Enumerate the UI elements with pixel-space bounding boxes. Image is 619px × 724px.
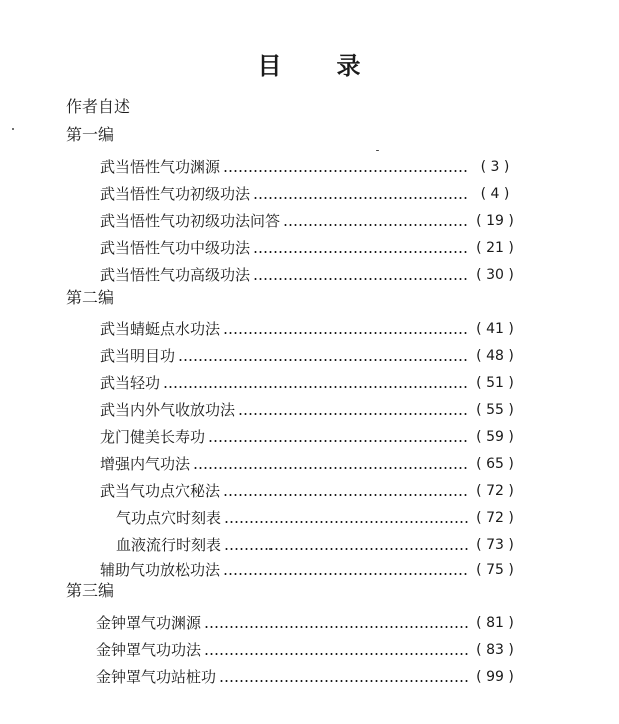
page-number: ( 21 ) [476, 240, 514, 256]
dot-leader [178, 359, 469, 361]
dot-leader [204, 653, 469, 655]
dot-leader [223, 494, 469, 496]
scan-speck [376, 150, 379, 151]
title-char-2: 录 [336, 52, 362, 80]
toc-entry[interactable] [100, 478, 518, 504]
entry-title: 武当轻功 [100, 374, 161, 392]
entry-title: 气功点穴时刻表 [116, 509, 222, 527]
toc-entry[interactable] [96, 610, 518, 636]
page-number: ( 75 ) [476, 562, 514, 578]
toc-entry[interactable] [100, 181, 518, 207]
page-number: ( 51 ) [476, 375, 514, 391]
toc-subentry[interactable] [116, 505, 518, 531]
entry-title: 武当悟性气功初级功法 [100, 185, 251, 203]
page-number: ( 19 ) [476, 213, 514, 229]
page-title [0, 46, 619, 81]
section-heading: 第二编 [66, 288, 115, 307]
dot-leader [223, 170, 469, 172]
toc-entry[interactable] [100, 154, 518, 180]
entry-title: 武当悟性气功高级功法 [100, 266, 251, 284]
page-number: ( 73 ) [476, 537, 514, 553]
page-number: ( 3 ) [480, 159, 510, 175]
toc-entry[interactable] [100, 235, 518, 261]
page-number: ( 30 ) [476, 267, 514, 283]
dot-leader [223, 332, 469, 334]
dot-leader [204, 626, 469, 628]
toc-entry[interactable] [100, 397, 518, 423]
dot-leader [238, 413, 469, 415]
dot-leader [163, 386, 469, 388]
dot-leader [219, 680, 469, 682]
entry-title: 龙门健美长寿功 [100, 428, 206, 446]
entry-title: 武当蜻蜓点水功法 [100, 320, 221, 338]
title-char-1: 目 [257, 52, 283, 80]
page-number: ( 72 ) [476, 483, 514, 499]
page-number: ( 41 ) [476, 321, 514, 337]
page-number: ( 4 ) [480, 186, 510, 202]
toc-intro[interactable]: 作者自述 [66, 97, 131, 116]
dot-leader [224, 548, 469, 550]
page-number: ( 72 ) [476, 510, 514, 526]
page-number: ( 59 ) [476, 429, 514, 445]
entry-title: 武当明目功 [100, 347, 176, 365]
entry-title: 血液流行时刻表 [116, 536, 222, 554]
dot-leader [283, 224, 469, 226]
dot-leader [253, 197, 469, 199]
dot-leader [224, 521, 469, 523]
toc-entry[interactable] [100, 343, 518, 369]
entry-title: 金钟罩气功功法 [96, 641, 202, 659]
dot-leader [223, 573, 469, 575]
toc-entry[interactable] [96, 664, 518, 690]
page-number: ( 81 ) [476, 615, 514, 631]
entry-title: 金钟罩气功渊源 [96, 614, 202, 632]
entry-title: 武当悟性气功初级功法问答 [100, 212, 281, 230]
dot-leader [253, 251, 469, 253]
dot-leader [253, 278, 469, 280]
scan-speck [269, 548, 271, 550]
entry-title: 金钟罩气功站桩功 [96, 668, 217, 686]
entry-title: 武当内外气收放功法 [100, 401, 236, 419]
toc-subentry[interactable] [116, 532, 518, 558]
dot-leader [193, 467, 469, 469]
toc-entry[interactable] [100, 208, 518, 234]
entry-title: 辅助气功放松功法 [100, 561, 221, 579]
entry-title: 武当悟性气功中级功法 [100, 239, 251, 257]
page-number: ( 99 ) [476, 669, 514, 685]
entry-title: 增强内气功法 [100, 455, 191, 473]
page-number: ( 48 ) [476, 348, 514, 364]
page-number: ( 55 ) [476, 402, 514, 418]
section-heading: 第三编 [66, 581, 115, 600]
toc-entry[interactable] [100, 424, 518, 450]
toc-entry[interactable] [100, 451, 518, 477]
toc-entry[interactable] [100, 370, 518, 396]
toc-entry[interactable] [100, 316, 518, 342]
scan-speck [12, 128, 14, 130]
section-heading: 第一编 [66, 125, 115, 144]
dot-leader [208, 440, 469, 442]
entry-title: 武当悟性气功渊源 [100, 158, 221, 176]
page-number: ( 65 ) [476, 456, 514, 472]
toc-entry[interactable] [96, 637, 518, 663]
page-number: ( 83 ) [476, 642, 514, 658]
entry-title: 武当气功点穴秘法 [100, 482, 221, 500]
